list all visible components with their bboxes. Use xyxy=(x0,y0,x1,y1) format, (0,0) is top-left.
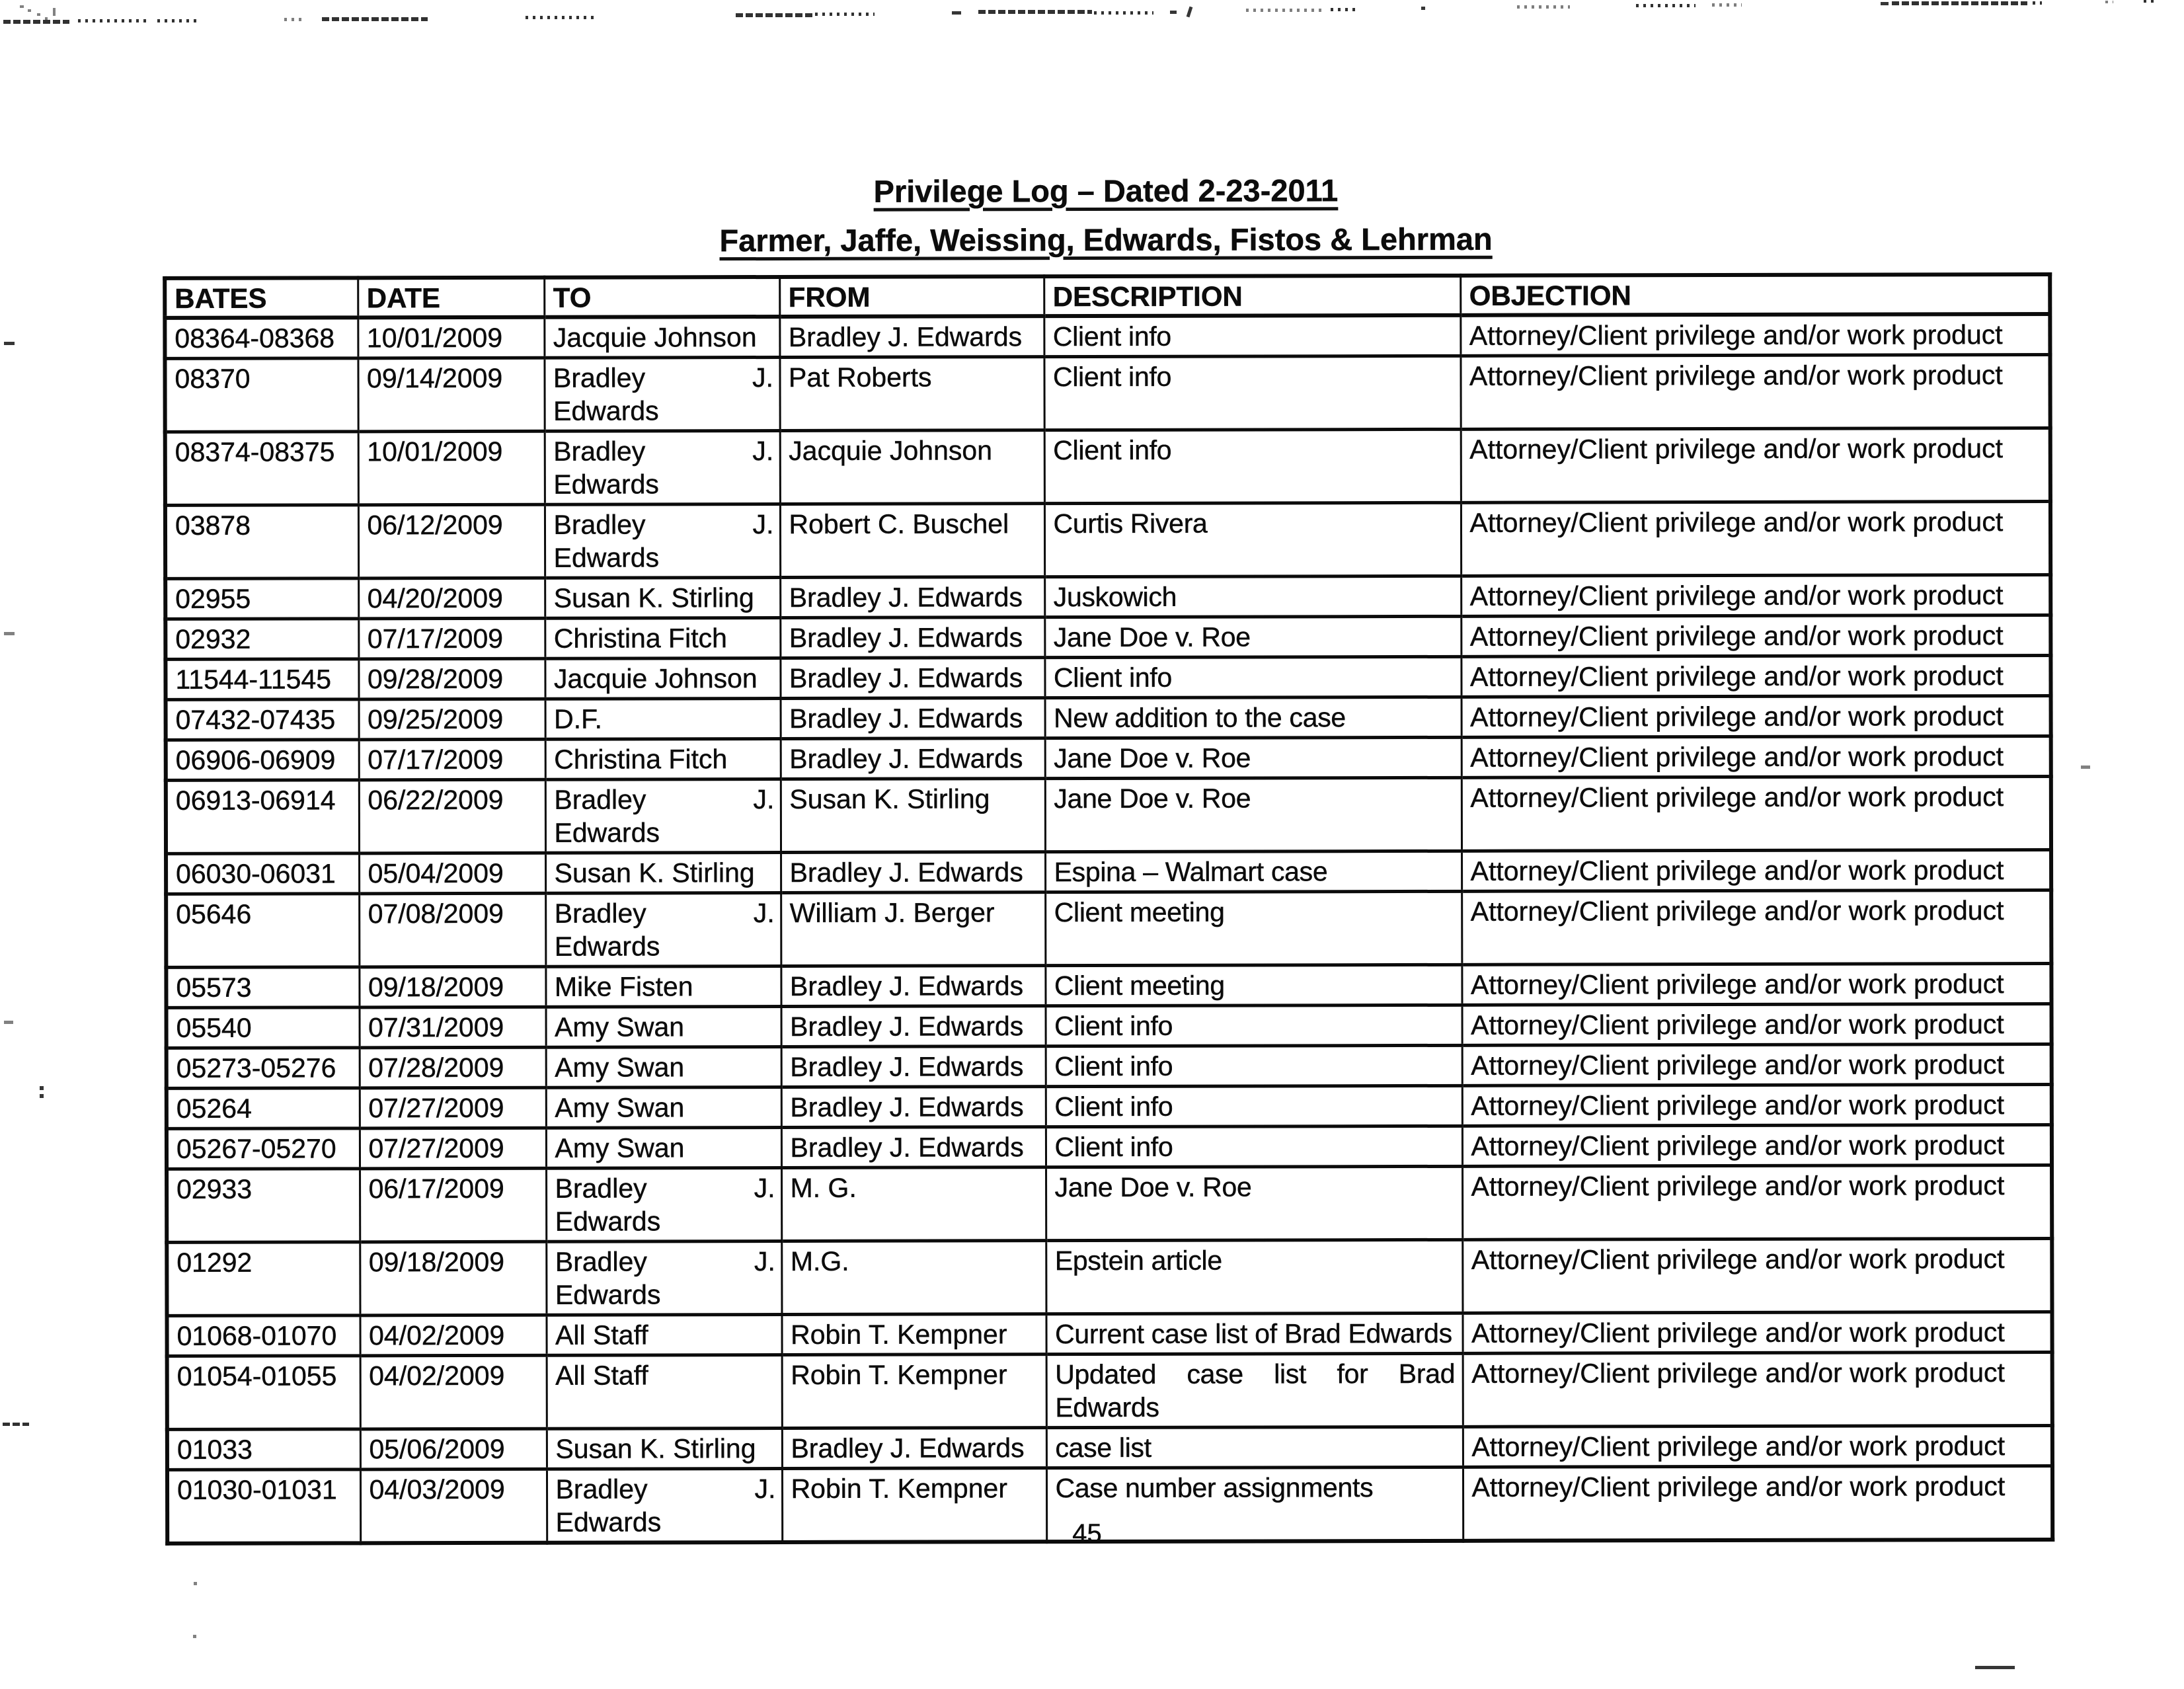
table-row xyxy=(167,1165,2052,1242)
table-row xyxy=(166,890,2051,967)
cell-objection: Attorney/Client privilege and/or work product xyxy=(1462,1084,2052,1126)
cell-description: Current case list of Brad Edwards xyxy=(1046,1313,1462,1354)
cell-date: 04/02/2009 xyxy=(360,1355,547,1429)
cell-objection: Attorney/Client privilege and/or work product xyxy=(1462,1238,2052,1313)
cell-from: Pat Roberts xyxy=(779,357,1044,431)
table-row xyxy=(167,1425,2052,1470)
cell-date: 10/01/2009 xyxy=(358,431,545,505)
column-header-description: DESCRIPTION xyxy=(1044,276,1460,316)
cell-to: Bradley J. Edwards xyxy=(546,1241,781,1315)
cell-bates: 01030-01031 xyxy=(167,1470,360,1544)
table-row xyxy=(166,776,2051,853)
table-row xyxy=(166,695,2051,740)
cell-date: 09/25/2009 xyxy=(359,699,545,740)
table-row xyxy=(167,1084,2052,1128)
table-row xyxy=(167,1466,2052,1543)
page-number: 45 xyxy=(1072,1518,1102,1549)
cell-bates: 03878 xyxy=(165,505,358,579)
document-subtitle: Farmer, Jaffe, Weissing, Edwards, Fistos & Lehrman xyxy=(719,221,1493,258)
cell-date: 07/17/2009 xyxy=(359,739,545,780)
cell-from: Robin T. Kempner xyxy=(782,1355,1046,1429)
cell-to: Amy Swan xyxy=(546,1127,781,1168)
cell-from: Robin T. Kempner xyxy=(782,1468,1046,1542)
cell-to: Amy Swan xyxy=(546,1046,781,1087)
cell-to: Bradley J. Edwards xyxy=(545,779,781,853)
cell-objection: Attorney/Client privilege and/or work product xyxy=(1462,1312,2052,1353)
document-title: Privilege Log – Dated 2-23-2011 xyxy=(873,173,1339,209)
cell-date: 04/02/2009 xyxy=(360,1315,546,1356)
cell-bates: 02955 xyxy=(165,578,358,619)
cell-description: Case number assignments xyxy=(1046,1467,1463,1542)
cell-bates: 11544-11545 xyxy=(165,659,358,700)
cell-bates: 07432-07435 xyxy=(166,699,359,740)
table-row xyxy=(165,501,2050,578)
table-row xyxy=(167,1124,2052,1169)
cell-to: Mike Fisten xyxy=(545,966,781,1007)
cell-to: Bradley J. Edwards xyxy=(545,430,780,504)
cell-from: M.G. xyxy=(781,1241,1046,1315)
column-header-bates: BATES xyxy=(165,278,358,318)
cell-date: 09/14/2009 xyxy=(358,358,544,432)
cell-to: All Staff xyxy=(547,1355,782,1429)
table-row xyxy=(165,655,2050,699)
cell-date: 06/17/2009 xyxy=(360,1168,546,1242)
cell-to: Bradley J. Edwards xyxy=(545,504,780,578)
cell-from: Bradley J. Edwards xyxy=(781,1046,1046,1087)
cell-bates: 01068-01070 xyxy=(167,1316,360,1356)
cell-objection: Attorney/Client privilege and/or work product xyxy=(1463,1466,2052,1540)
cell-description: Client info xyxy=(1044,315,1460,357)
cell-description: Client info xyxy=(1046,1126,1462,1167)
table-row xyxy=(165,574,2050,619)
cell-objection: Attorney/Client privilege and/or work product xyxy=(1461,615,2050,656)
table-row xyxy=(165,615,2050,659)
cell-description: Jane Doe v. Roe xyxy=(1045,777,1462,851)
table-row xyxy=(165,314,2050,358)
cell-date: 05/06/2009 xyxy=(360,1429,547,1470)
cell-description: Juskowich xyxy=(1044,576,1461,617)
cell-objection: Attorney/Client privilege and/or work product xyxy=(1460,354,2050,429)
cell-objection: Attorney/Client privilege and/or work product xyxy=(1462,1165,2052,1239)
title-block xyxy=(151,165,2061,266)
cell-from: Susan K. Stirling xyxy=(781,779,1045,853)
cell-date: 05/04/2009 xyxy=(359,853,545,894)
table-row xyxy=(167,1238,2052,1316)
cell-bates: 05273-05276 xyxy=(167,1048,360,1089)
cell-objection: Attorney/Client privilege and/or work product xyxy=(1463,1425,2052,1467)
cell-from: Robert C. Buschel xyxy=(780,504,1044,578)
cell-description: Client info xyxy=(1046,1085,1462,1126)
table-header-row xyxy=(165,274,2050,318)
cell-bates: 05646 xyxy=(166,894,359,968)
cell-date: 10/01/2009 xyxy=(358,317,544,358)
cell-objection: Attorney/Client privilege and/or work product xyxy=(1460,314,2050,356)
cell-bates: 01292 xyxy=(167,1242,360,1316)
cell-bates: 08374-08375 xyxy=(165,432,358,506)
table-row xyxy=(166,963,2051,1007)
cell-description: Client info xyxy=(1046,1045,1462,1086)
cell-bates: 05573 xyxy=(166,967,359,1008)
table-row xyxy=(166,736,2051,780)
cell-from: William J. Berger xyxy=(781,892,1045,966)
cell-bates: 08370 xyxy=(165,358,358,432)
cell-objection: Attorney/Client privilege and/or work product xyxy=(1462,963,2051,1005)
table-row xyxy=(167,1044,2052,1088)
cell-description: Client info xyxy=(1044,356,1460,430)
cell-description: Client info xyxy=(1044,429,1461,503)
cell-to: Amy Swan xyxy=(546,1006,781,1047)
cell-date: 07/27/2009 xyxy=(360,1087,546,1128)
cell-objection: Attorney/Client privilege and/or work product xyxy=(1461,501,2050,576)
cell-objection: Attorney/Client privilege and/or work product xyxy=(1461,574,2050,616)
cell-objection: Attorney/Client privilege and/or work product xyxy=(1462,890,2051,964)
cell-to: Jacquie Johnson xyxy=(545,658,780,699)
cell-bates: 05540 xyxy=(167,1007,360,1048)
cell-bates: 06913-06914 xyxy=(166,780,359,854)
cell-from: Bradley J. Edwards xyxy=(781,698,1045,739)
cell-objection: Attorney/Client privilege and/or work product xyxy=(1462,1044,2052,1085)
cell-from: Bradley J. Edwards xyxy=(779,316,1044,357)
cell-to: D.F. xyxy=(545,698,781,739)
cell-objection: Attorney/Client privilege and/or work product xyxy=(1462,695,2051,737)
table-row xyxy=(167,1312,2052,1356)
table-row xyxy=(167,1352,2052,1429)
cell-description: Jane Doe v. Roe xyxy=(1045,737,1462,778)
cell-bates: 05264 xyxy=(167,1088,360,1129)
cell-bates: 02933 xyxy=(167,1169,360,1243)
privilege-log-table xyxy=(163,272,2054,1546)
cell-date: 07/08/2009 xyxy=(359,893,545,967)
cell-objection: Attorney/Client privilege and/or work product xyxy=(1462,849,2051,891)
cell-from: Jacquie Johnson xyxy=(780,430,1044,504)
cell-from: Bradley J. Edwards xyxy=(781,1127,1046,1168)
cell-from: Bradley J. Edwards xyxy=(780,617,1044,658)
cell-date: 06/12/2009 xyxy=(358,504,545,578)
cell-date: 09/18/2009 xyxy=(360,1241,546,1316)
cell-from: Bradley J. Edwards xyxy=(782,1428,1046,1469)
cell-from: Bradley J. Edwards xyxy=(780,658,1044,699)
cell-bates: 02932 xyxy=(165,619,358,660)
cell-to: Susan K. Stirling xyxy=(545,852,781,893)
cell-description: New addition to the case xyxy=(1045,697,1462,738)
cell-bates: 06906-06909 xyxy=(166,740,359,781)
cell-to: Bradley J. Edwards xyxy=(545,892,781,966)
cell-to: Christina Fitch xyxy=(545,617,780,658)
cell-date: 09/28/2009 xyxy=(358,658,545,699)
column-header-date: DATE xyxy=(358,278,544,318)
cell-date: 07/17/2009 xyxy=(358,618,545,659)
cell-description: Curtis Rivera xyxy=(1044,502,1461,576)
cell-date: 07/31/2009 xyxy=(360,1007,546,1048)
cell-description: case list xyxy=(1046,1427,1463,1468)
cell-from: Bradley J. Edwards xyxy=(781,1006,1046,1047)
cell-description: Jane Doe v. Roe xyxy=(1044,616,1461,657)
cell-bates: 08364-08368 xyxy=(165,317,358,358)
cell-from: Bradley J. Edwards xyxy=(780,577,1044,618)
cell-to: Amy Swan xyxy=(546,1087,781,1128)
cell-to: Susan K. Stirling xyxy=(547,1428,782,1469)
cell-objection: Attorney/Client privilege and/or work product xyxy=(1463,1352,2052,1427)
cell-objection: Attorney/Client privilege and/or work product xyxy=(1462,736,2051,777)
cell-bates: 05267-05270 xyxy=(167,1128,360,1169)
cell-from: Bradley J. Edwards xyxy=(781,738,1045,779)
cell-description: Jane Doe v. Roe xyxy=(1046,1166,1462,1240)
column-header-from: FROM xyxy=(779,276,1044,317)
cell-from: Bradley J. Edwards xyxy=(781,966,1045,1007)
cell-description: Client meeting xyxy=(1045,891,1462,965)
cell-from: M. G. xyxy=(781,1167,1046,1241)
cell-objection: Attorney/Client privilege and/or work product xyxy=(1462,1124,2052,1166)
table-row xyxy=(165,354,2050,432)
cell-date: 06/22/2009 xyxy=(359,779,545,853)
cell-date: 07/27/2009 xyxy=(360,1128,546,1169)
column-header-objection: OBJECTION xyxy=(1460,274,2050,315)
column-header-to: TO xyxy=(544,277,779,317)
cell-date: 07/28/2009 xyxy=(360,1047,546,1088)
cell-description: Updated case list for Brad Edwards xyxy=(1046,1353,1463,1427)
cell-objection: Attorney/Client privilege and/or work product xyxy=(1461,428,2050,502)
cell-from: Bradley J. Edwards xyxy=(781,1087,1046,1128)
cell-to: Bradley J. Edwards xyxy=(546,1167,781,1241)
cell-objection: Attorney/Client privilege and/or work product xyxy=(1462,776,2051,851)
cell-to: All Staff xyxy=(546,1314,781,1355)
cell-bates: 01054-01055 xyxy=(167,1356,360,1430)
cell-objection: Attorney/Client privilege and/or work product xyxy=(1461,655,2050,697)
cell-date: 04/03/2009 xyxy=(360,1469,547,1543)
cell-from: Bradley J. Edwards xyxy=(781,852,1045,893)
cell-to: Bradley J. Edwards xyxy=(544,357,779,431)
cell-description: Espina – Walmart case xyxy=(1045,851,1462,892)
cell-from: Robin T. Kempner xyxy=(781,1314,1046,1355)
cell-description: Client meeting xyxy=(1045,964,1462,1005)
cell-description: Client info xyxy=(1044,656,1461,697)
cell-objection: Attorney/Client privilege and/or work product xyxy=(1462,1003,2052,1045)
cell-to: Jacquie Johnson xyxy=(544,317,779,358)
cell-date: 09/18/2009 xyxy=(359,966,545,1007)
cell-to: Bradley J. Edwards xyxy=(547,1468,782,1542)
cell-bates: 06030-06031 xyxy=(166,853,359,894)
table-row xyxy=(167,1003,2052,1048)
cell-description: Epstein article xyxy=(1046,1239,1462,1314)
cell-date: 04/20/2009 xyxy=(358,578,545,619)
table-row xyxy=(165,428,2050,505)
cell-bates: 01033 xyxy=(167,1429,360,1470)
table-row xyxy=(166,849,2051,894)
cell-to: Susan K. Stirling xyxy=(545,577,780,618)
cell-to: Christina Fitch xyxy=(545,738,781,779)
cell-description: Client info xyxy=(1046,1005,1462,1046)
